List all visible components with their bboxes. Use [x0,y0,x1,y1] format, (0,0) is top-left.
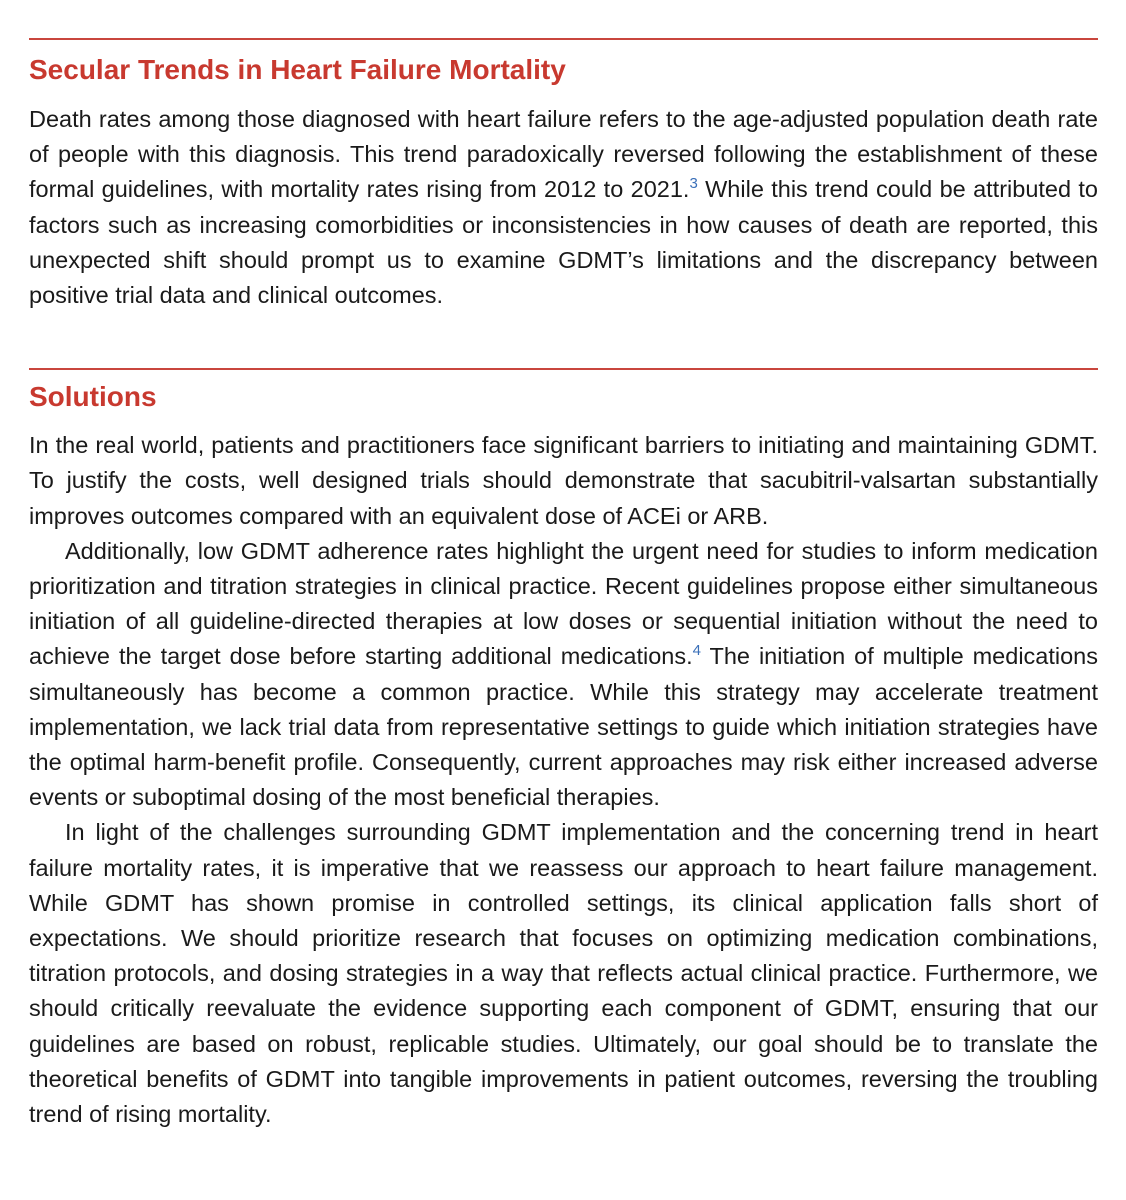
paragraph [29,428,1098,534]
citation-link-4[interactable]: 4 [692,642,701,660]
paragraph-text: In the real world, patients and practitioners face significant barriers to initiating and maintaining GDMT. To justify the costs, well designed trials should demonstrate that sacubitril-valsartan substantially improves outcomes compared with an equivalent dose of ACEi or ARB. [29,432,1098,529]
paragraph [29,102,1098,313]
paragraph-text: Death rates among those diagnosed with heart failure refers to the age-adjusted population death rate of people with this diagnosis. This trend paradoxically reversed following the establishment of these formal guidelines, with mortality rates rising from 2012 to 2021. [29,106,1098,203]
article-page [29,0,1098,1132]
section-title-solutions: Solutions [29,381,157,413]
paragraph-text: The initiation of multiple medications simultaneously has become a common practice. While this strategy may accelerate treatment implementation, we lack trial data from representative settings to guide which initiation strategies have the optimal harm-benefit profile. Consequently, current approaches may risk either increased adverse events or suboptimal dosing of the most beneficial therapies. [29,643,1098,811]
section-divider [29,38,1098,40]
section-title-secular-trends: Secular Trends in Heart Failure Mortality [29,54,566,85]
paragraph-text: Additionally, low GDMT adherence rates highlight the urgent need for studies to inform medication prioritization and titration strategies in clinical practice. Recent guidelines propose either simultaneous initiation of all guideline-directed therapies at low doses or sequential initiation without the need to achieve the target dose before starting additional medications. [29,537,1098,670]
paragraph [29,534,1098,816]
section-body-secular-trends [29,102,1098,313]
section-body-solutions [29,428,1098,1132]
paragraph [29,815,1098,1132]
section-divider [29,368,1098,370]
citation-link-3[interactable]: 3 [689,175,698,193]
paragraph-text: In light of the challenges surrounding GDMT implementation and the concerning trend in heart failure mortality rates, it is imperative that we reassess our approach to heart failure management. While GDMT has shown promise in controlled settings, its clinical application falls short of expectations. We should prioritize research that focuses on optimizing medication combinations, titration protocols, and dosing strategies in a way that reflects actual clinical practice. Furthermore, we should critically reevaluate the evidence supporting each component of GDMT, ensuring that our guidelines are based on robust, replicable studies. Ultimately, our goal should be to translate the theoretical benefits of GDMT into tangible improvements in patient outcomes, reversing the troubling trend of rising mortality. [29,819,1098,1128]
paragraph-text: While this trend could be attributed to factors such as increasing comorbidities or inconsistencies in how causes of death are reported, this unexpected shift should prompt us to examine GDMT’s limitations and the discrepancy between positive trial data and clinical outcomes. [29,176,1098,309]
